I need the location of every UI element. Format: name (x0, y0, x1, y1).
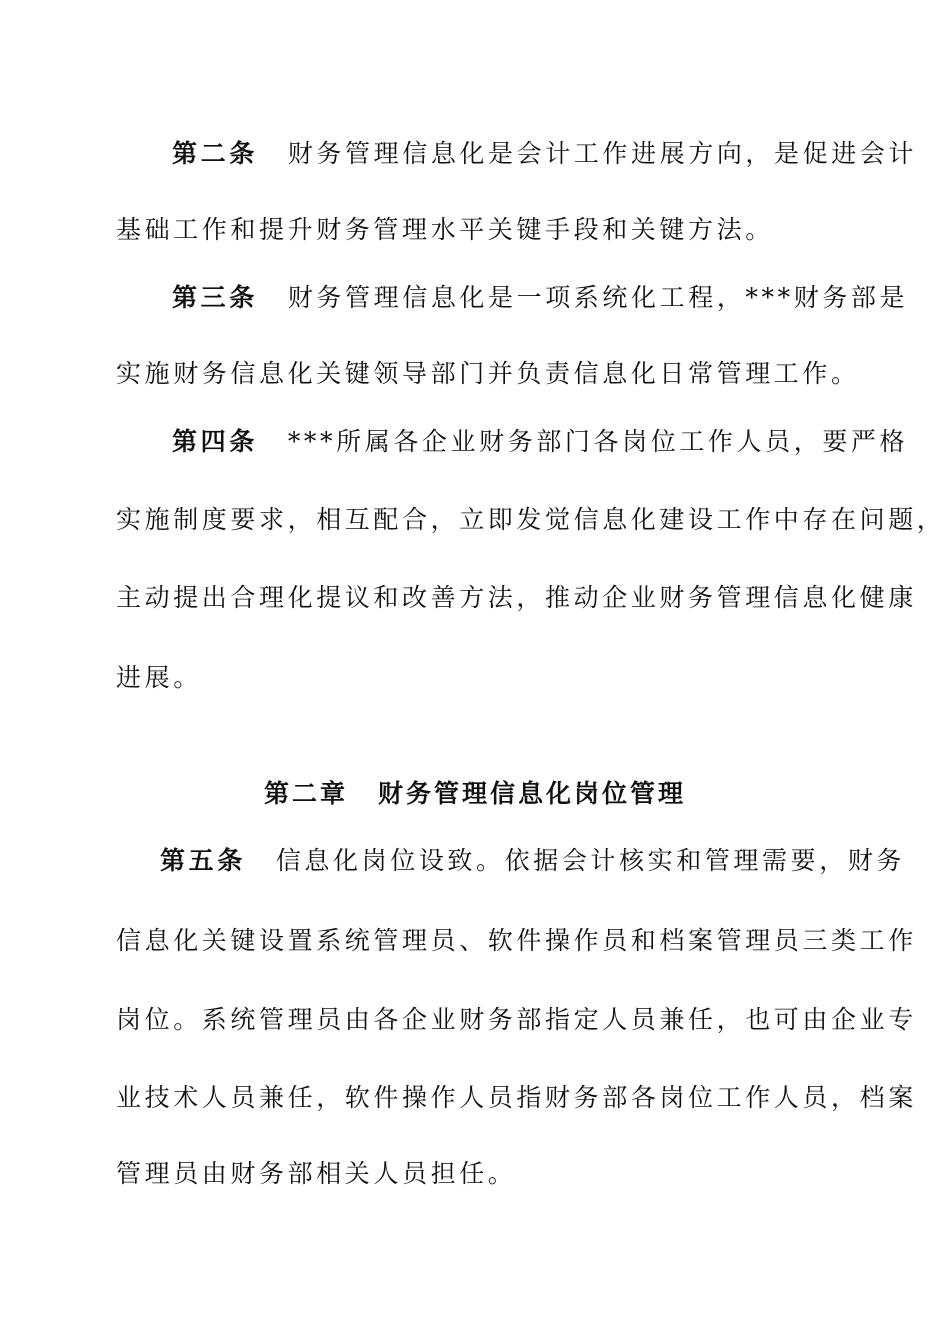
article4-label: 第四条 (172, 427, 258, 456)
article4-text-1: ***所属各企业财务部门各岗位工作人员，要严格 (287, 427, 909, 456)
chapter2-title: 财务管理信息化岗位管理 (378, 779, 687, 808)
article5-text-1: 信息化岗位设致。依据会计核实和管理需要，财务 (275, 846, 906, 875)
article4-line-1 (172, 424, 909, 460)
article3-line-2: 实施财务信息化关键领导部门并负责信息化日常管理工作。 (116, 359, 860, 388)
article4-line-3: 主动提出合理化提议和改善方法，推动企业财务管理信息化健康 (116, 583, 917, 612)
article2-line-2: 基础工作和提升财务管理水平关键手段和关键方法。 (116, 215, 774, 244)
article5-line-2: 信息化关键设置系统管理员、软件操作员和档案管理员三类工作 (116, 926, 917, 955)
article3-text-1: 财务管理信息化是一项系统化工程，***财务部是 (287, 283, 909, 312)
chapter2-heading (0, 776, 950, 812)
article5-line-3: 岗位。系统管理员由各企业财务部指定人员兼任，也可由企业专 (116, 1005, 917, 1034)
article2-line-1 (172, 136, 918, 172)
article3-line-1 (172, 280, 909, 316)
article5-line-1 (160, 843, 906, 879)
article2-text-1: 财务管理信息化是会计工作进展方向，是促进会计 (287, 139, 918, 168)
article4-line-2: 实施制度要求，相互配合，立即发觉信息化建设工作中存在问题， (116, 505, 946, 534)
article4-line-4: 进展。 (116, 663, 202, 692)
article5-line-4: 业技术人员兼任，软件操作人员指财务部各岗位工作人员，档案 (116, 1083, 917, 1112)
article5-line-5: 管理员由财务部相关人员担任。 (116, 1159, 517, 1188)
article2-label: 第二条 (172, 139, 258, 168)
chapter2-label: 第二章 (263, 779, 348, 808)
article3-label: 第三条 (172, 283, 258, 312)
article5-label: 第五条 (160, 846, 246, 875)
